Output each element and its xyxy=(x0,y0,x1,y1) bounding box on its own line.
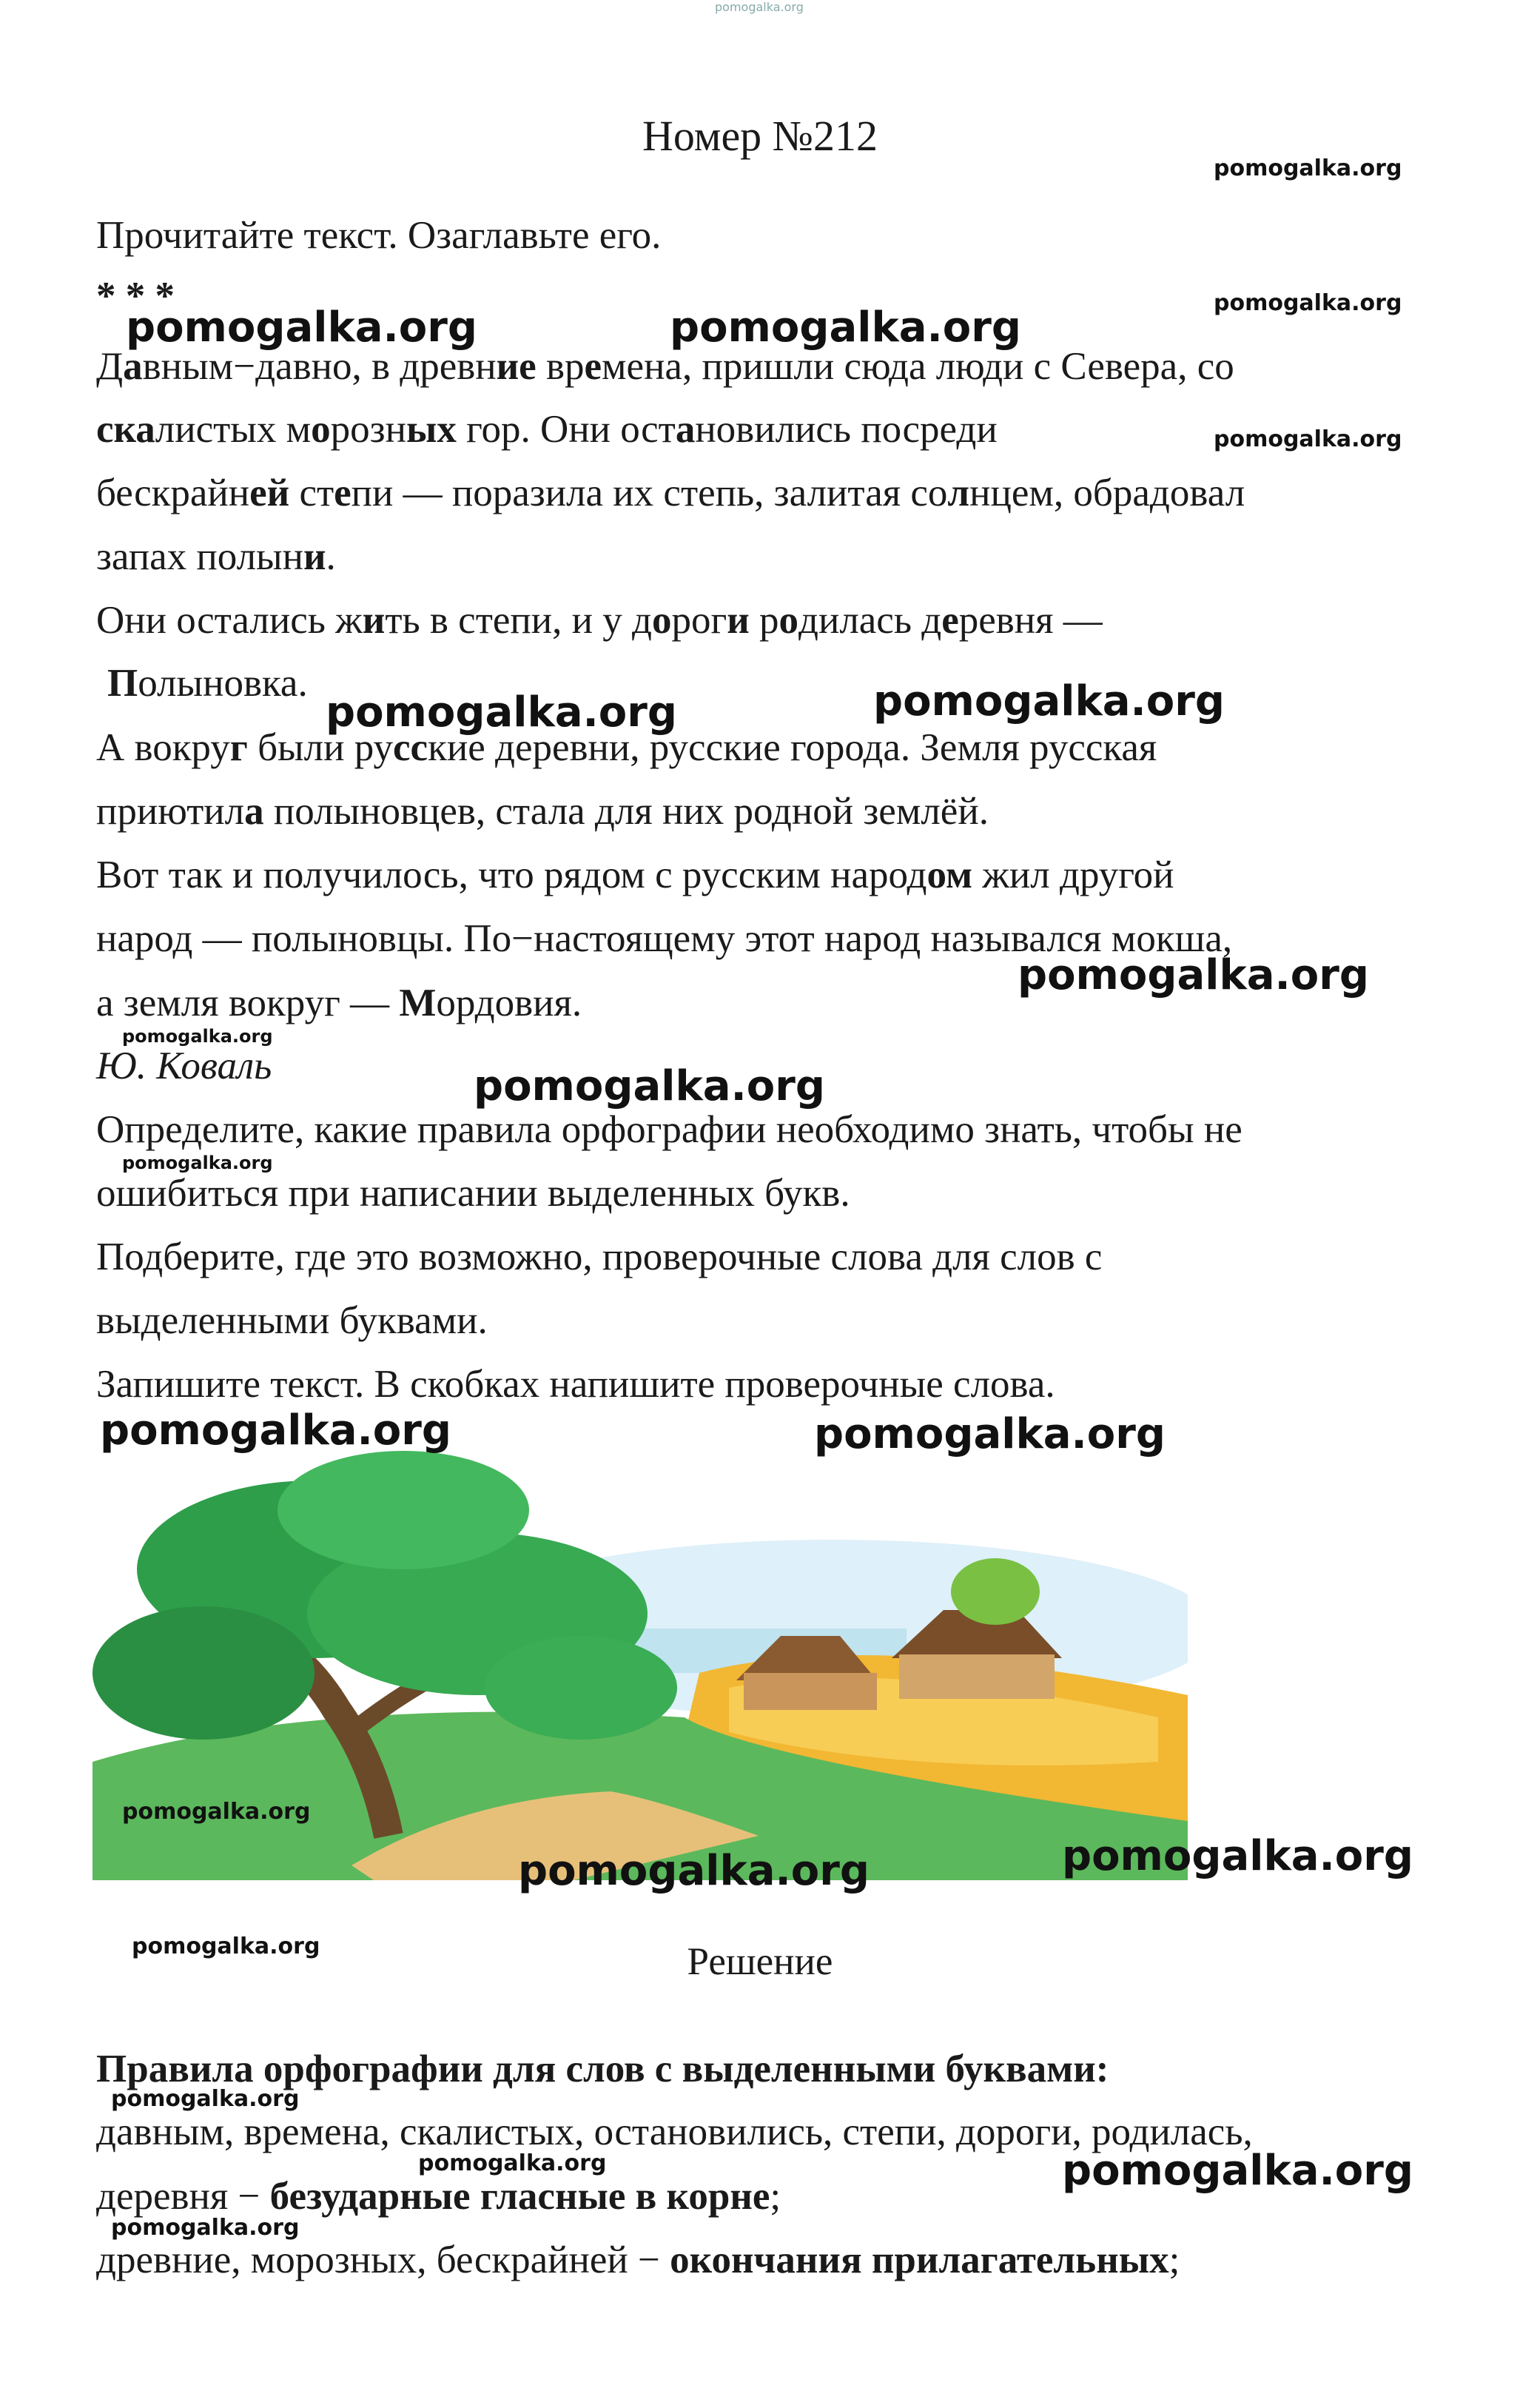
rule-1-words: давным, времена, скалистых, остановились, степи, дороги, родилась, xyxy=(96,2110,1253,2153)
text-line-3: бескрайней степи — поразила их степь, залитая солнцем, обрадовал xyxy=(96,472,1245,514)
watermark: pomogalka.org xyxy=(1062,2147,1413,2195)
watermark: pomogalka.org xyxy=(873,677,1225,725)
top-watermark: pomogalka.org xyxy=(715,0,804,14)
watermark: pomogalka.org xyxy=(326,688,677,737)
page-title: Номер №212 xyxy=(642,112,878,160)
rule-1-line-2: деревня − безударные гласные в корне; xyxy=(96,2175,781,2218)
watermark: pomogalka.org xyxy=(1062,1832,1413,1880)
solution-heading: Решение xyxy=(687,1940,833,1983)
rule-2-line: древние, морозных, бескрайней − окончания прилагательных; xyxy=(96,2238,1180,2281)
rules-heading: Правила орфографии для слов с выделенными буквами: xyxy=(96,2048,1109,2090)
text-line-4: запах полыни. xyxy=(96,535,336,578)
watermark: pomogalka.org xyxy=(100,1406,451,1455)
task-line-4: выделенными буквами. xyxy=(96,1299,488,1342)
watermark: pomogalka.org xyxy=(670,303,1021,352)
watermark: pomogalka.org xyxy=(418,2150,607,2176)
text-line-7: А вокруг были русские деревни, русские города. Земля русская xyxy=(96,726,1157,769)
watermark: pomogalka.org xyxy=(518,1847,870,1895)
text-line-10: народ — полыновцы. По−настоящему этот народ назывался мокша, xyxy=(96,917,1233,960)
text-line-8: приютила полыновцев, стала для них родной землёй. xyxy=(96,790,989,833)
text-line-5: Они остались жить в степи, и у дороги родилась деревня — xyxy=(96,599,1103,642)
watermark: pomogalka.org xyxy=(1214,290,1402,316)
stars-separator: * * * xyxy=(96,275,175,318)
watermark: pomogalka.org xyxy=(814,1410,1166,1458)
instruction-read: Прочитайте текст. Озаглавьте его. xyxy=(96,214,662,257)
text-line-6: Полыновка. xyxy=(107,662,308,705)
watermark: pomogalka.org xyxy=(111,2215,300,2241)
text-line-2: скалистых морозных гор. Они остановились посреди xyxy=(96,408,998,451)
text-line-9: Вот так и получилось, что рядом с русским народом жил другой xyxy=(96,853,1174,896)
task-line-2: ошибиться при написании выделенных букв. xyxy=(96,1172,850,1215)
watermark: pomogalka.org xyxy=(122,1799,311,1825)
watermark: pomogalka.org xyxy=(1214,155,1402,181)
watermark: pomogalka.org xyxy=(1214,426,1402,452)
task-line-3: Подберите, где это возможно, проверочные слова для слов с xyxy=(96,1235,1103,1278)
task-line-5: Запишите текст. В скобках напишите проверочные слова. xyxy=(96,1363,1055,1406)
watermark: pomogalka.org xyxy=(132,1934,320,1959)
watermark: pomogalka.org xyxy=(474,1062,825,1110)
author: Ю. Коваль xyxy=(96,1044,272,1087)
watermark: pomogalka.org xyxy=(122,1026,273,1047)
watermark: pomogalka.org xyxy=(111,2086,300,2112)
text-line-11: а земля вокруг — Мордовия. xyxy=(96,982,582,1024)
text-line-1: Давным−давно, в древние времена, пришли сюда люди с Севера, со xyxy=(96,345,1234,388)
watermark: pomogalka.org xyxy=(122,1153,273,1173)
watermark: pomogalka.org xyxy=(1018,951,1369,999)
task-line-1: Определите, какие правила орфографии необходимо знать, чтобы не xyxy=(96,1108,1242,1151)
watermark: pomogalka.org xyxy=(126,303,477,352)
